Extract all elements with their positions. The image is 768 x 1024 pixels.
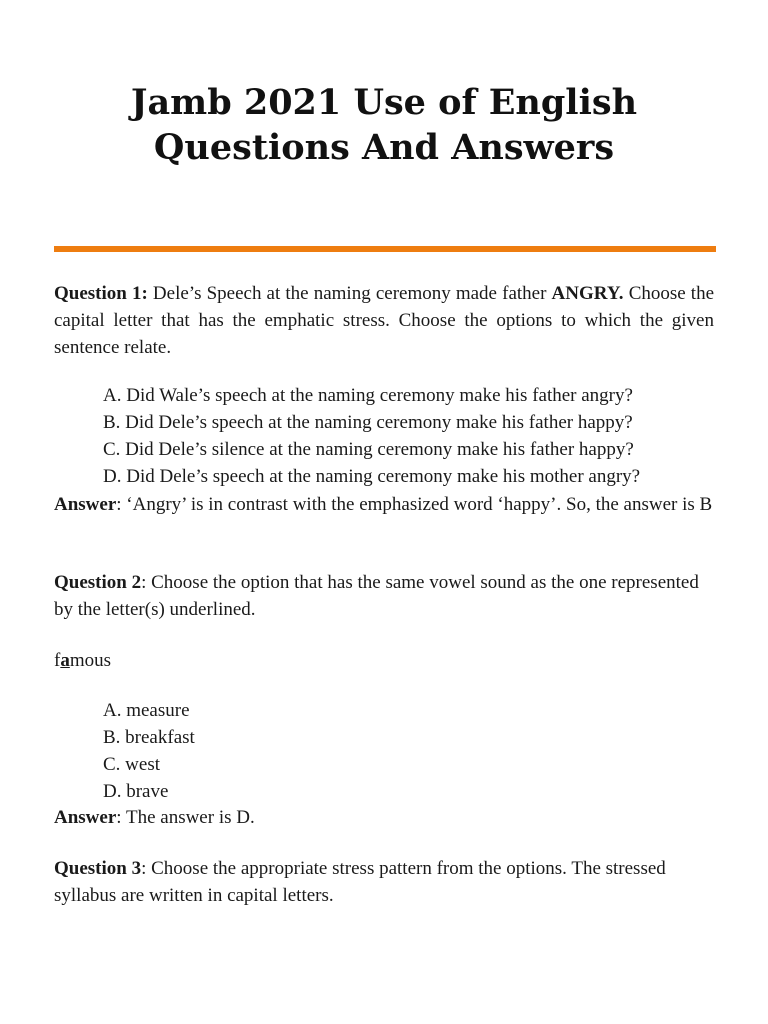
question-3-label: Question 3 xyxy=(54,858,142,879)
question-1-options xyxy=(103,382,723,490)
question-1-answer xyxy=(54,491,714,518)
question-2-answer-label: Answer xyxy=(54,807,117,828)
page-title xyxy=(54,80,714,170)
title-line-1: Jamb 2021 Use of English xyxy=(130,82,638,123)
question-3 xyxy=(54,855,714,909)
question-1-option-a: A. Did Wale’s speech at the naming ceremony make his father angry? xyxy=(103,385,633,406)
question-1-option-d: D. Did Dele’s speech at the naming ceremony make his mother angry? xyxy=(103,466,641,487)
question-2-text: : Choose the option that has the same vowel sound as the one represented by the letter(s) underlined. xyxy=(54,572,699,620)
question-2-word-post: mous xyxy=(69,650,112,671)
question-1-answer-text: : ‘Angry’ is in contrast with the emphasized word ‘happy’. So, the answer is B xyxy=(116,494,713,515)
question-1-text-b: Choose the capital letter that has the emphatic stress. Choose the options to which the given sentence relate. xyxy=(54,283,715,358)
question-2-option-d: D. brave xyxy=(103,781,169,802)
question-2-label: Question 2 xyxy=(54,572,142,593)
question-1-emphasis: ANGRY. xyxy=(551,283,624,304)
question-1-option-b: B. Did Dele’s speech at the naming ceremony make his father happy? xyxy=(103,412,633,433)
question-2-word xyxy=(54,647,111,674)
question-3-text: : Choose the appropriate stress pattern from the options. The stressed syllabus are written in capital letters. xyxy=(54,858,666,906)
question-2-answer xyxy=(54,804,714,831)
question-1 xyxy=(54,280,714,361)
title-line-2: Questions And Answers xyxy=(153,127,615,168)
question-2-options xyxy=(103,697,723,805)
title-divider xyxy=(54,246,716,252)
question-2-word-pre: f xyxy=(54,650,61,671)
question-2-word-underlined: a xyxy=(60,650,70,671)
question-1-option-c: C. Did Dele’s silence at the naming ceremony make his father happy? xyxy=(103,439,634,460)
question-1-answer-label: Answer xyxy=(54,494,117,515)
question-2-option-c: C. west xyxy=(103,754,160,775)
question-2-option-b: B. breakfast xyxy=(103,727,195,748)
question-1-text-a: Dele’s Speech at the naming ceremony made father xyxy=(152,283,547,304)
question-2-option-a: A. measure xyxy=(103,700,190,721)
question-2-answer-text: : The answer is D. xyxy=(116,807,255,828)
question-2 xyxy=(54,569,714,623)
question-1-label: Question 1: xyxy=(54,283,148,304)
